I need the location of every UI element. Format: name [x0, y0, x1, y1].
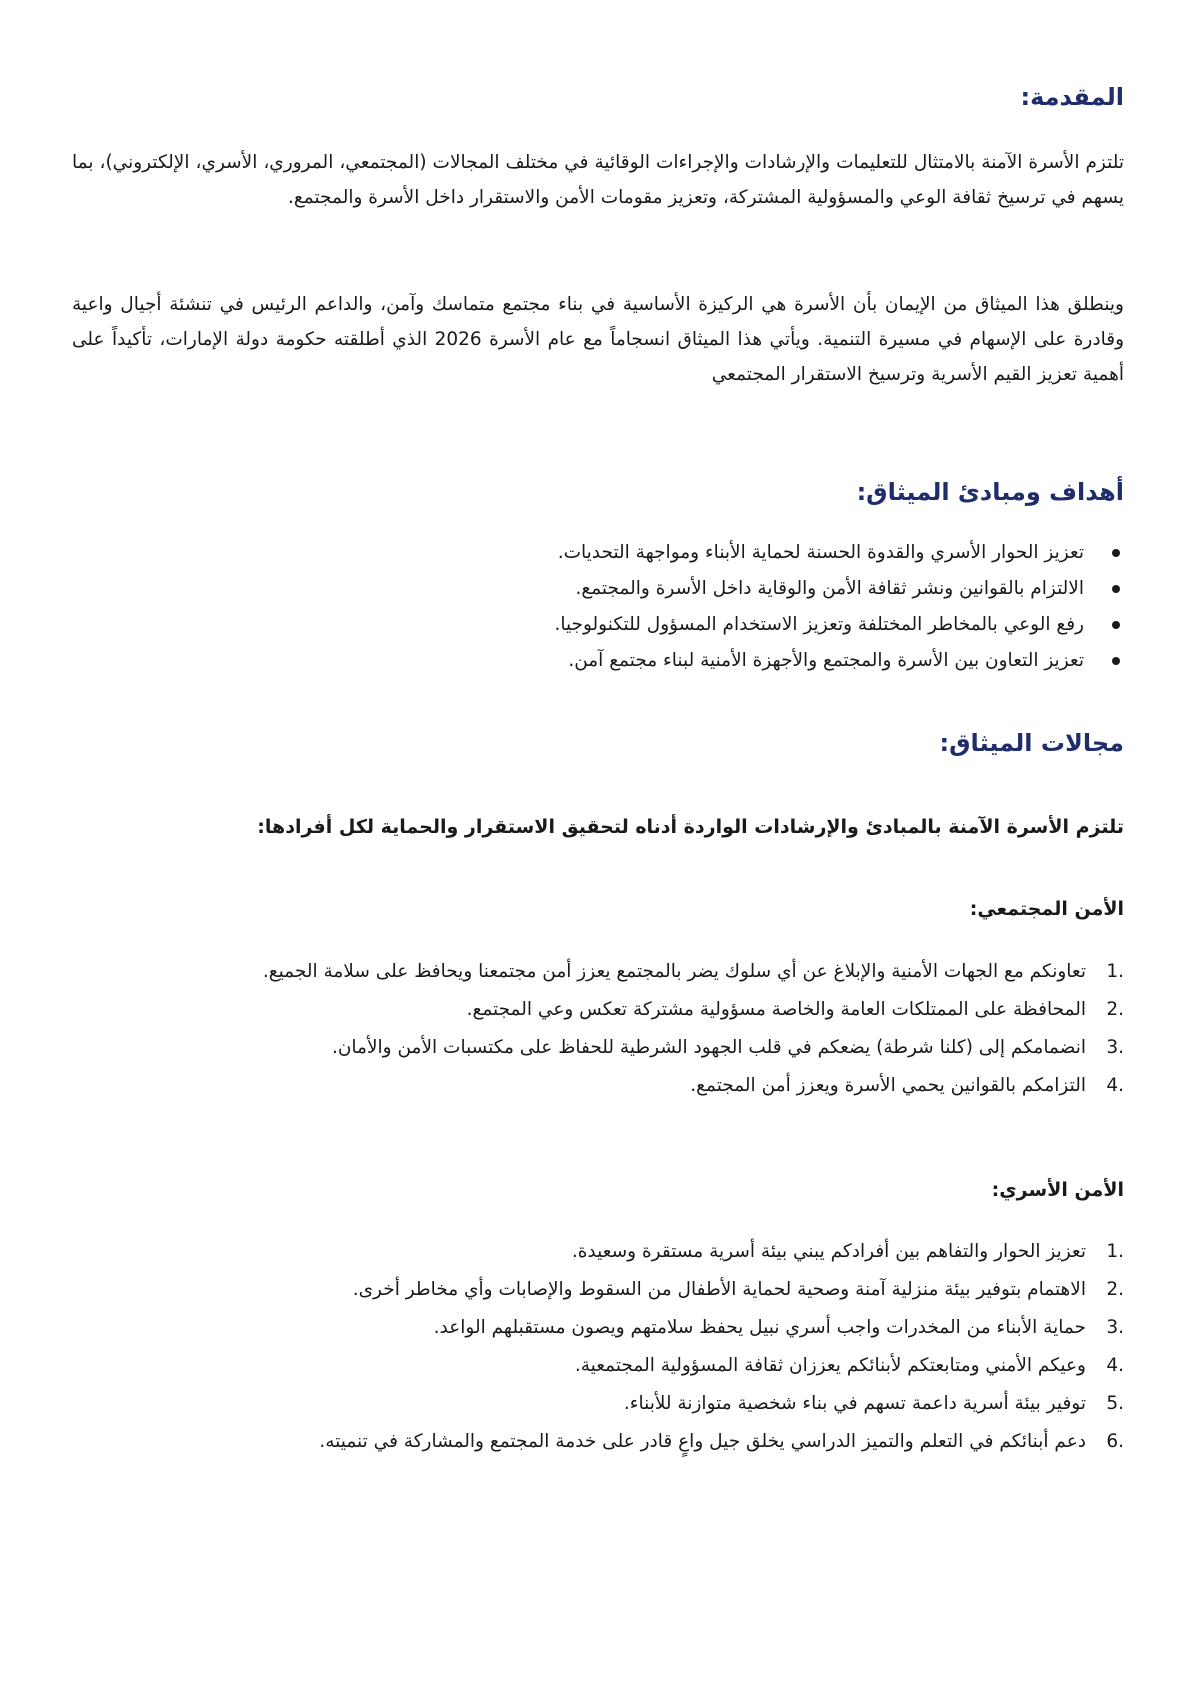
family-security-title: الأمن الأسري:	[991, 1179, 1124, 1201]
community-security-title: الأمن المجتمعي:	[969, 898, 1124, 920]
goals-heading: أهداف ومبادئ الميثاق:	[856, 478, 1124, 506]
goals-list-item: الالتزام بالقوانين ونشر ثقافة الأمن والوقاية داخل الأسرة والمجتمع.	[72, 571, 1124, 607]
goals-list-item: تعزيز التعاون بين الأسرة والمجتمع والأجهزة الأمنية لبناء مجتمع آمن.	[72, 643, 1124, 679]
community-list-item: .1 تعاونكم مع الجهات الأمنية والإبلاغ عن أي سلوك يضر بالمجتمع يعزز أمن مجتمعنا ويحافظ على سلامة الجميع.	[262, 961, 1124, 982]
family-security-list	[72, 1233, 1124, 1461]
community-list-item: .2 المحافظة على الممتلكات العامة والخاصة مسؤولية مشتركة تعكس وعي المجتمع.	[466, 999, 1124, 1020]
fields-heading: مجالات الميثاق:	[939, 729, 1124, 757]
bullet-icon	[1112, 585, 1120, 593]
goals-list-item: رفع الوعي بالمخاطر المختلفة وتعزيز الاستخدام المسؤول للتكنولوجيا.	[72, 607, 1124, 643]
family-list-item: .6 دعم أبنائكم في التعلم والتميز الدراسي يخلق جيل واعٍ قادر على خدمة المجتمع والمشاركة في تنميته.	[319, 1431, 1124, 1452]
goals-list-item: تعزيز الحوار الأسري والقدوة الحسنة لحماية الأبناء ومواجهة التحديات.	[72, 535, 1124, 571]
bullet-icon	[1112, 549, 1120, 557]
intro-paragraph-2: وينطلق هذا الميثاق من الإيمان بأن الأسرة هي الركيزة الأساسية في بناء مجتمع متماسك وآمن، والداعم الرئيس في تنشئة أجيال واعية وقادرة على الإسهام في مسيرة التنمية. ويأتي هذا الميثاق انسجاماً مع عام الأسرة 2026 الذي أطلقته حكومة دولة الإمارات، تأكيداً على أهمية تعزيز القيم الأسرية وترسيخ الاستقرار المجتمعي	[72, 294, 1124, 385]
bullet-icon	[1112, 621, 1120, 629]
intro-paragraph-1: تلتزم الأسرة الآمنة بالامتثال للتعليمات والإرشادات والإجراءات الوقائية في مختلف المجالات (المجتمعي، المروري، الأسري، الإلكتروني)، بما يسهم في ترسيخ ثقافة الوعي والمسؤولية المشتركة، وتعزيز مقومات الأمن والاستقرار داخل الأسرة والمجتمع.	[72, 152, 1124, 208]
intro-heading: المقدمة:	[1020, 83, 1124, 111]
community-list-item: .3 انضمامكم إلى (كلنا شرطة) يضعكم في قلب الجهود الشرطية للحفاظ على مكتسبات الأمن والأمان.	[331, 1037, 1124, 1058]
family-list-item: .1 تعزيز الحوار والتفاهم بين أفرادكم يبني بيئة أسرية مستقرة وسعيدة.	[571, 1241, 1124, 1262]
family-list-item: .3 حماية الأبناء من المخدرات واجب أسري نبيل يحفظ سلامتهم ويصون مستقبلهم الواعد.	[433, 1317, 1124, 1338]
family-list-item: .2 الاهتمام بتوفير بيئة منزلية آمنة وصحية لحماية الأطفال من السقوط والإصابات وأي مخاطر أخرى.	[352, 1279, 1124, 1300]
family-list-item: .4 وعيكم الأمني ومتابعتكم لأبنائكم يعززان ثقافة المسؤولية المجتمعية.	[574, 1355, 1124, 1376]
community-security-list	[72, 953, 1124, 1105]
bullet-icon	[1112, 657, 1120, 665]
family-list-item: .5 توفير بيئة أسرية داعمة تسهم في بناء شخصية متوازنة للأبناء.	[623, 1393, 1124, 1414]
goals-list	[72, 535, 1124, 679]
community-list-item: .4 التزامكم بالقوانين يحمي الأسرة ويعزز أمن المجتمع.	[690, 1075, 1124, 1096]
fields-lead: تلتزم الأسرة الآمنة بالمبادئ والإرشادات الواردة أدناه لتحقيق الاستقرار والحماية لكل أفرادها:	[257, 816, 1124, 838]
